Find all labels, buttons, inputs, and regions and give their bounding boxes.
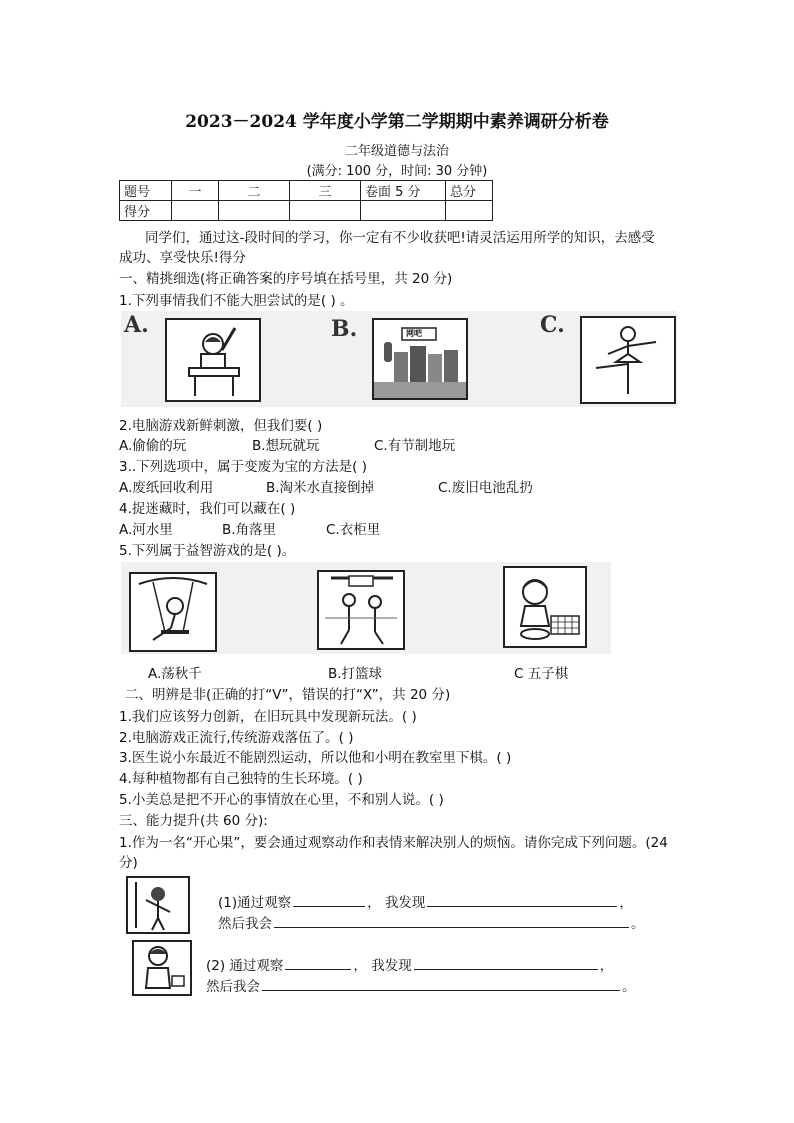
score-cell[interactable] (290, 201, 361, 221)
q2-option-b: B.想玩就玩 (252, 438, 320, 454)
sub1-observe-label: (1)通过观察 (218, 895, 292, 911)
q3-option-b: B.淘米水直接倒掉 (266, 480, 375, 496)
sub2-discover-label: ， 我发现 (353, 958, 412, 974)
swing-image (129, 572, 217, 652)
sub1-observe-blank[interactable] (293, 905, 365, 907)
q4-stem: 4.捉迷藏时，我们可以藏在( ) (119, 501, 296, 517)
judge-item-5: 5.小美总是把不开心的事情放在心里，不和别人说。( ) (119, 792, 444, 808)
score-table-score-row (120, 201, 493, 221)
sub2-comma: ， (599, 958, 614, 974)
q2-stem: 2.电脑游戏新鲜刺激，但我们要( ) (119, 418, 323, 434)
q4-option-b: B.角落里 (222, 522, 277, 538)
sub2-observe-label: (2) 通过观察 (206, 958, 284, 974)
score-header-cell: 题号 (120, 181, 172, 201)
sub1-line-2 (218, 912, 645, 932)
sub2-line-1 (206, 954, 613, 974)
score-table (119, 180, 493, 221)
sub2-discover-blank[interactable] (414, 968, 598, 970)
gomoku-girl-image (503, 566, 587, 648)
intro-line-1: 同学们，通过这-段时间的学习，你一定有不少收获吧!请灵活运用所学的知识，去感受 (145, 230, 655, 246)
internet-cafe-sign: 网吧 (406, 329, 422, 338)
q5-caption-b: B.打篮球 (328, 666, 383, 682)
exam-meta: (满分: 100 分，时间: 30 分钟) (306, 164, 488, 179)
sub1-comma: ， (619, 895, 633, 911)
score-cell[interactable] (361, 201, 446, 221)
sub1-period: 。 (631, 916, 645, 932)
sub1-discover-blank[interactable] (427, 905, 617, 907)
q3-option-c: C.废旧电池乱扔 (438, 480, 533, 496)
section2-heading: 二、明辨是非(正确的打“V”，错误的打“X”，共 20 分) (125, 687, 451, 703)
q5-caption-a: A.荡秋千 (148, 666, 202, 682)
sub1-discover-label: ， 我发现 (367, 895, 426, 911)
sub2-then-blank[interactable] (262, 989, 620, 991)
q3-option-a: A.废纸回收利用 (119, 480, 214, 496)
q3-stem: 3..下列选项中，属于变废为宝的方法是( ) (119, 459, 367, 475)
upset-child-image-1 (126, 876, 190, 934)
sub2-line-2 (206, 975, 636, 995)
upset-child-image-2 (132, 940, 192, 996)
score-row-label: 得分 (120, 201, 172, 221)
judge-item-4: 4.每种植物都有自己独特的生长环境。( ) (119, 771, 363, 787)
q1-stem: 1.下列事情我们不能大胆尝试的是( ) 。 (119, 293, 354, 309)
score-header-cell: 一 (172, 181, 219, 201)
score-cell[interactable] (219, 201, 290, 221)
basketball-image (317, 570, 405, 650)
exam-subject: 二年级道德与法治 (344, 144, 449, 159)
score-header-cell: 三 (290, 181, 361, 201)
s3-q1-line-2: 分) (119, 855, 138, 871)
sub1-then-label: 然后我会 (218, 916, 272, 932)
intro-line-2: 成功、享受快乐!得分 (119, 250, 246, 266)
q1-label-c: C. (540, 312, 565, 338)
score-table-header-row (120, 181, 493, 201)
q1-label-a: A. (124, 312, 149, 338)
q2-option-c: C.有节制地玩 (374, 438, 456, 454)
boy-raising-hand-image (165, 318, 261, 402)
judge-item-1: 1.我们应该努力创新，在旧玩具中发现新玩法。( ) (119, 709, 417, 725)
sub1-then-blank[interactable] (274, 926, 629, 928)
score-cell[interactable] (172, 201, 219, 221)
ballet-dancer-image (580, 316, 676, 404)
q1-label-b: B. (331, 316, 358, 342)
sub2-observe-blank[interactable] (285, 968, 351, 970)
q2-option-a: A.偷偷的玩 (119, 438, 187, 454)
sub1-line-1 (218, 891, 633, 911)
internet-cafe-image (372, 318, 468, 400)
section1-heading: 一、精挑细选(将正确答案的序号填在括号里，共 20 分) (119, 271, 453, 287)
q4-option-a: A.河水里 (119, 522, 173, 538)
s3-q1-line-1: 1.作为一名“开心果”，要会通过观察动作和表情来解决别人的烦恼。请你完成下列问题。(24 (119, 835, 668, 851)
q4-option-c: C.衣柜里 (326, 522, 381, 538)
score-header-cell: 总分 (446, 181, 493, 201)
sub2-period: 。 (622, 979, 636, 995)
sub2-then-label: 然后我会 (206, 979, 260, 995)
judge-item-2: 2.电脑游戏正流行,传统游戏落伍了。( ) (119, 730, 354, 746)
q5-stem: 5.下列属于益智游戏的是( )。 (119, 543, 296, 559)
exam-title: 2023－2024 学年度小学第二学期期中素养调研分析卷 (185, 112, 609, 132)
score-header-cell: 二 (219, 181, 290, 201)
section3-heading: 三、能力提升(共 60 分): (119, 813, 268, 829)
score-cell[interactable] (446, 201, 493, 221)
judge-item-3: 3.医生说小东最近不能剧烈运动，所以他和小明在教室里下棋。( ) (119, 750, 512, 766)
score-header-cell: 卷面 5 分 (361, 181, 446, 201)
q5-caption-c: C 五子棋 (514, 666, 569, 682)
